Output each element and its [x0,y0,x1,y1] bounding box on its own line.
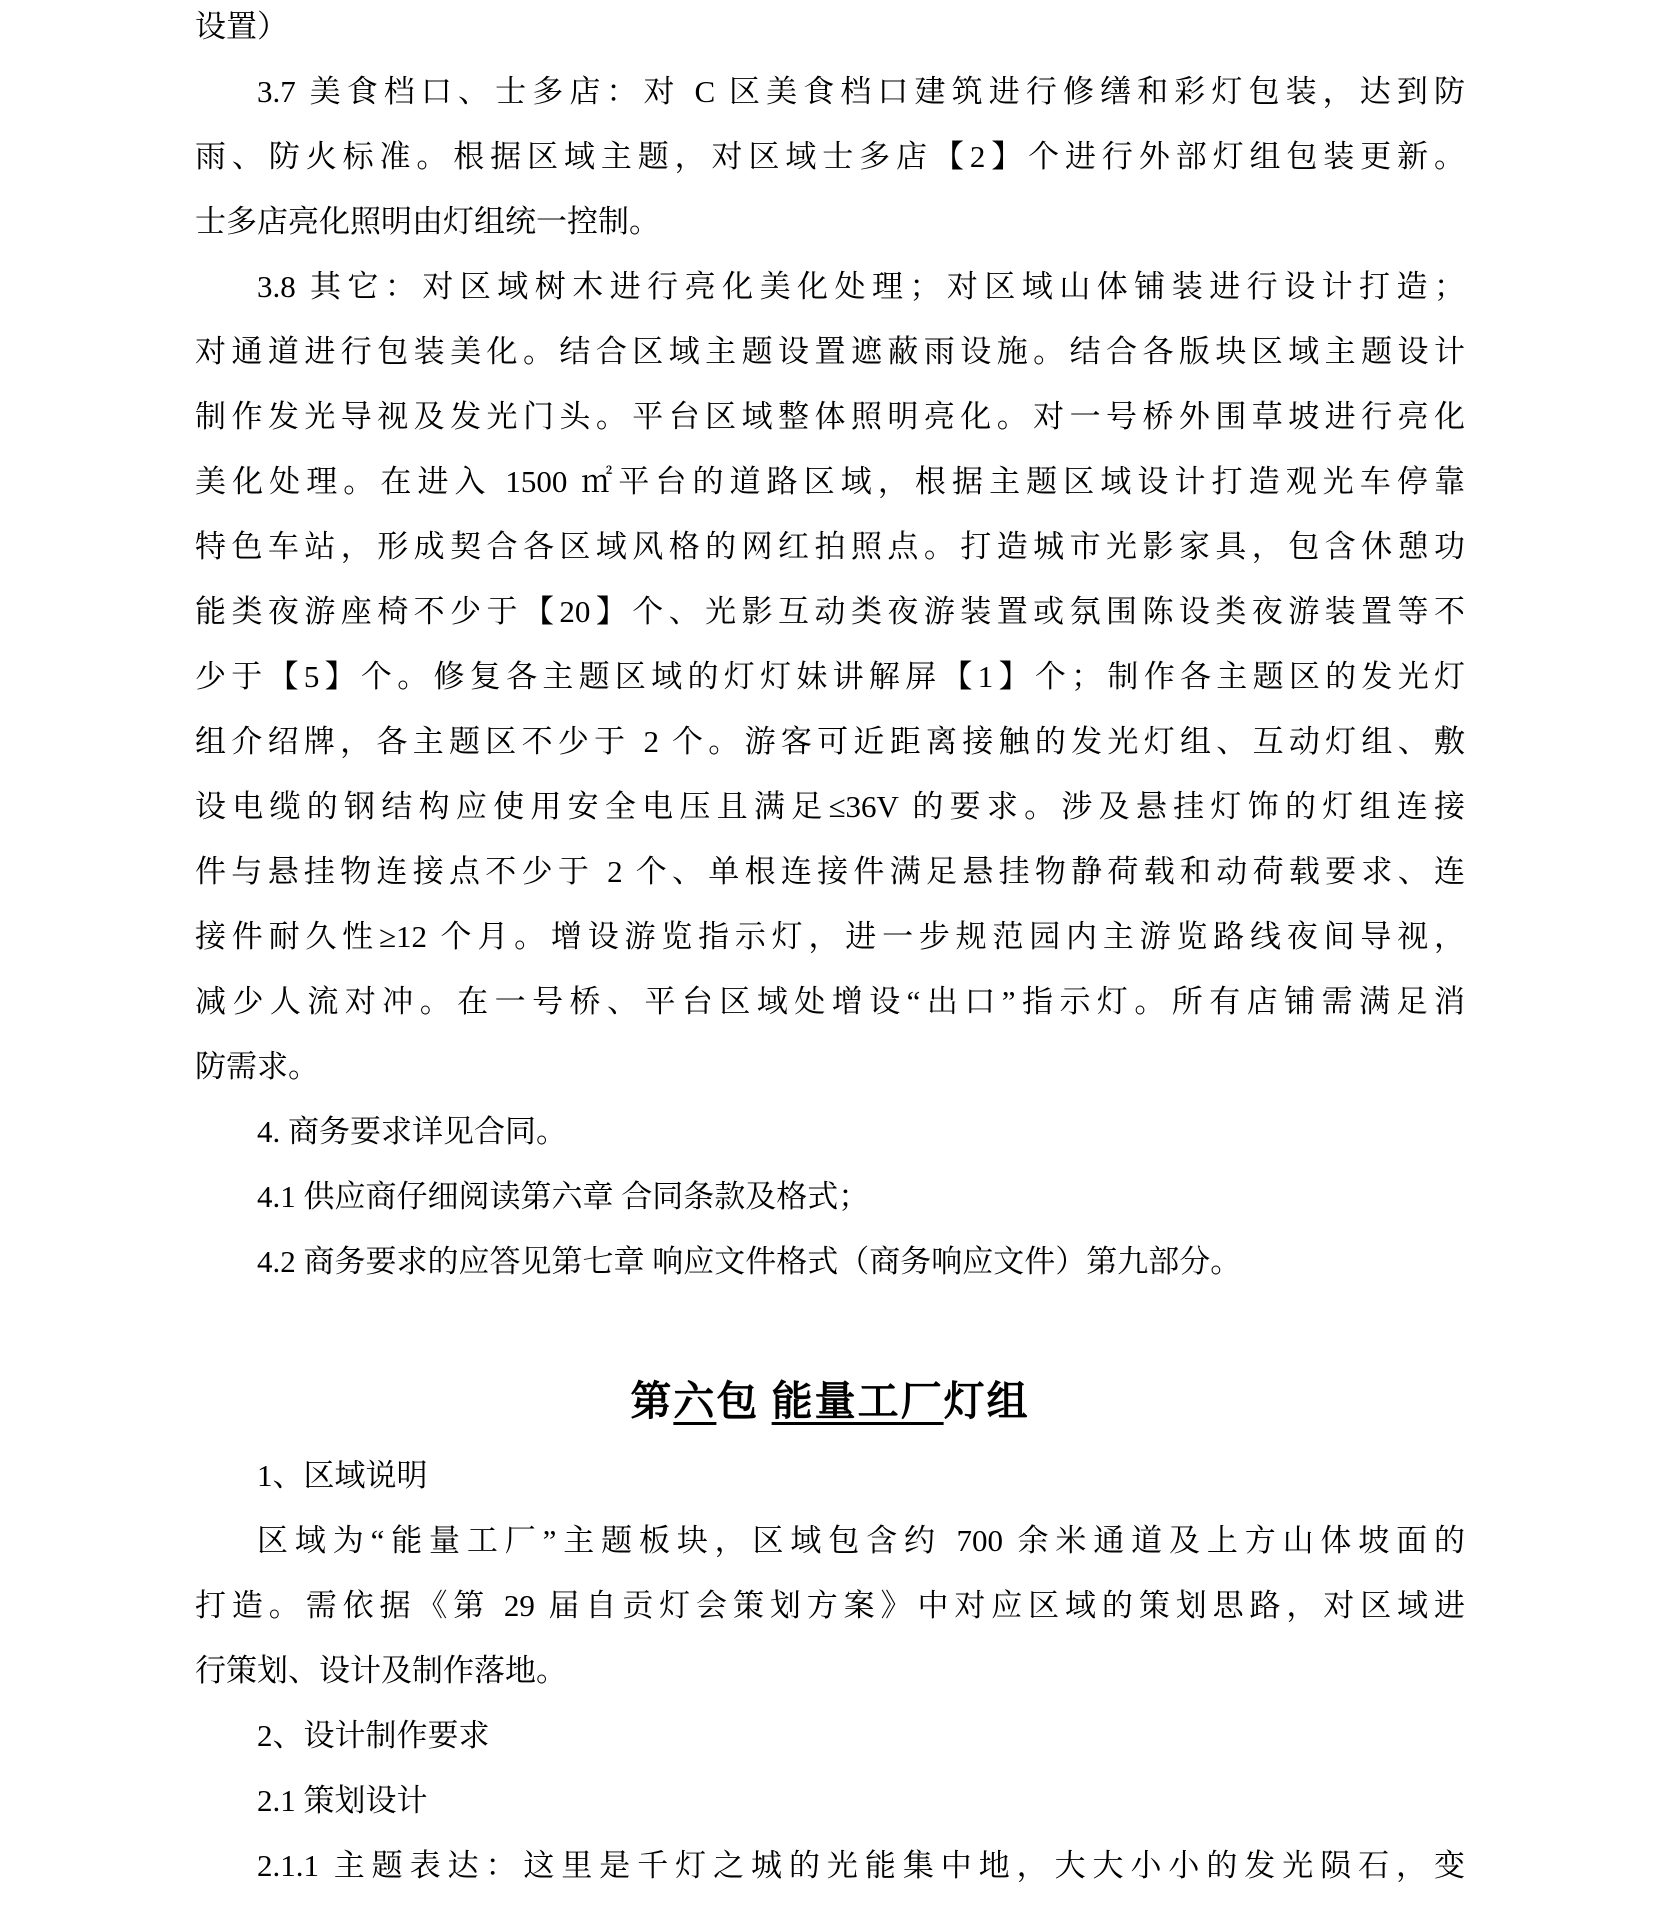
text-line: 特色车站，形成契合各区域风格的网红拍照点。打造城市光影家具，包含休憩功 [195,529,1465,564]
text-line: 能类夜游座椅不少于【20】个、光影互动类夜游装置或氛围陈设类夜游装置等不 [195,594,1465,629]
text-line: 件与悬挂物连接点不少于 2 个、单根连接件满足悬挂物静荷载和动荷载要求、连 [195,854,1465,889]
text-line: 接件耐久性≥12 个月。增设游览指示灯，进一步规范园内主游览路线夜间导视， [195,919,1465,954]
heading-segment-underlined: 六 [673,1378,717,1424]
text-line: 制作发光导视及发光门头。平台区域整体照明亮化。对一号桥外围草坡进行亮化 [195,399,1465,434]
text-line: 组介绍牌，各主题区不少于 2 个。游客可近距离接触的发光灯组、互动灯组、敷 [195,724,1465,759]
text-line: 1、区域说明 [257,1458,428,1493]
text-line: 2.1.1 主题表达：这里是千灯之城的光能集中地，大大小小的发光陨石，变 [257,1848,1465,1883]
text-line: 少于【5】个。修复各主题区域的灯灯妹讲解屏【1】个；制作各主题区的发光灯 [195,659,1465,694]
heading-segment: 第 [630,1378,674,1424]
text-line: 设置） [195,9,288,44]
text-line: 3.8 其它：对区域树木进行亮化美化处理；对区域山体铺装进行设计打造； [257,269,1465,304]
text-line: 行策划、设计及制作落地。 [195,1653,567,1688]
document-body [195,0,1465,1898]
heading-segment: 灯组 [943,1378,1030,1424]
text-line: 2、设计制作要求 [257,1718,490,1753]
text-line: 打造。需依据《第 29 届自贡灯会策划方案》中对应区域的策划思路，对区域进 [195,1588,1465,1623]
heading-segment: 包 [716,1378,772,1424]
text-line: 减少人流对冲。在一号桥、平台区域处增设“出口”指示灯。所有店铺需满足消 [195,984,1465,1019]
heading-segment-underlined: 能量工厂 [771,1378,944,1424]
text-line: 士多店亮化照明由灯组统一控制。 [195,204,660,239]
document-page [195,0,1465,1898]
text-line: 3.7 美食档口、士多店：对 C 区美食档口建筑进行修缮和彩灯包装，达到防 [257,74,1465,109]
paragraph-spacer [195,1294,1465,1359]
text-line: 对通道进行包装美化。结合区域主题设置遮蔽雨设施。结合各版块区域主题设计 [195,334,1465,369]
section-heading [195,1359,1465,1443]
text-line: 雨、防火标准。根据区域主题，对区域士多店【2】个进行外部灯组包装更新。 [195,139,1465,174]
text-line: 区域为“能量工厂”主题板块，区域包含约 700 余米通道及上方山体坡面的 [257,1523,1465,1558]
text-line: 4.1 供应商仔细阅读第六章 合同条款及格式； [257,1179,870,1214]
text-line: 设电缆的钢结构应使用安全电压且满足≤36V 的要求。涉及悬挂灯饰的灯组连接 [195,789,1465,824]
text-line: 4. 商务要求详见合同。 [257,1114,567,1149]
text-line: 4.2 商务要求的应答见第七章 响应文件格式（商务响应文件）第九部分。 [257,1244,1242,1279]
text-line: 美化处理。在进入 1500 ㎡平台的道路区域，根据主题区域设计打造观光车停靠 [195,464,1465,499]
text-line: 防需求。 [195,1049,319,1084]
text-line: 2.1 策划设计 [257,1783,428,1818]
